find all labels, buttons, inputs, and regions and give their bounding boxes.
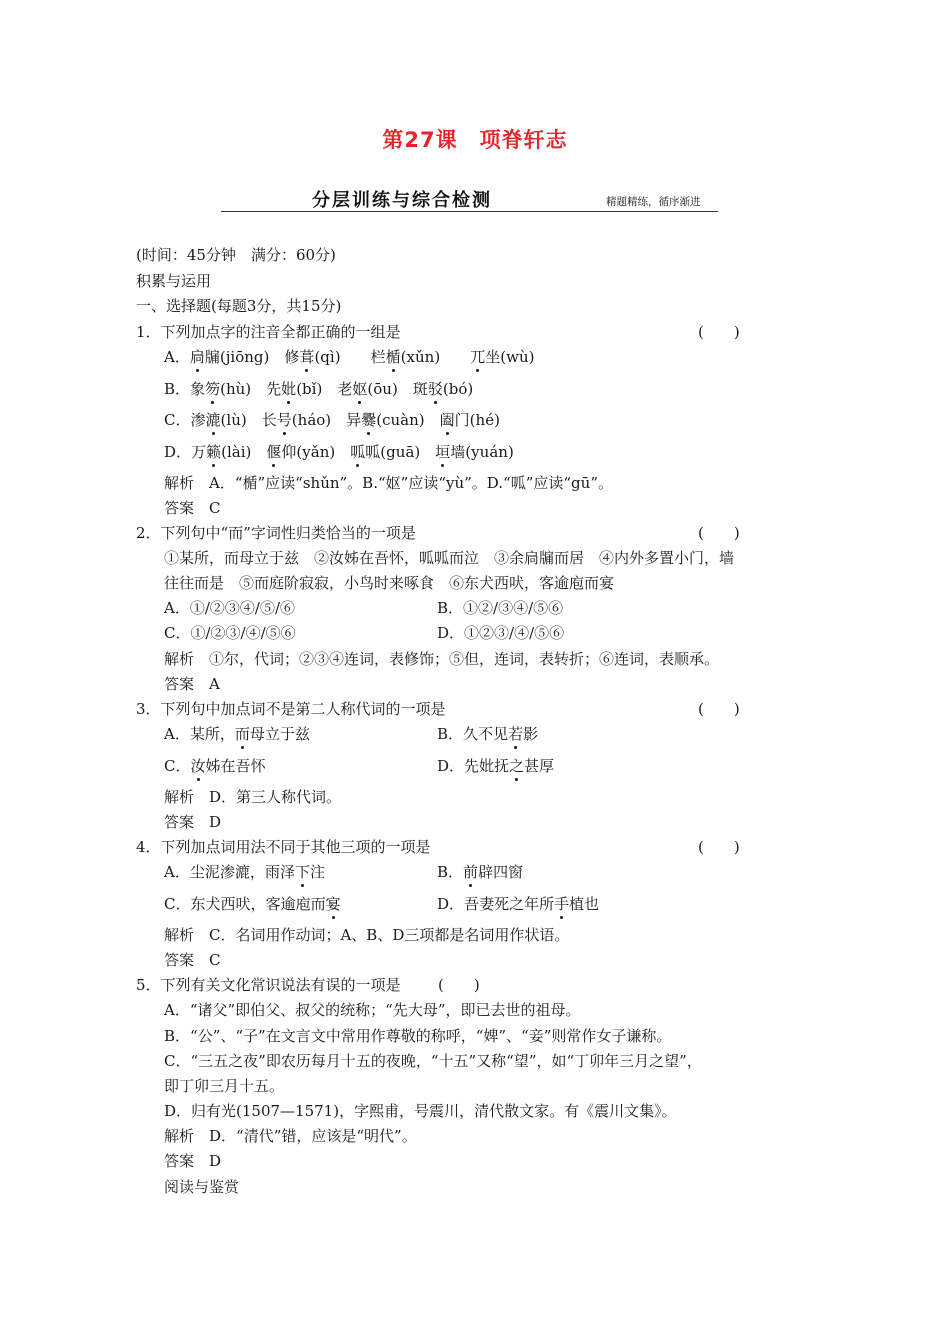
q4-option-c: C．东犬西吠，客逾庖而宴 [164,895,341,913]
emphasis-dot-char: 若 [508,725,524,743]
q4-analysis: 解析 C．名词用作动词；A、B、D三项都是名词用作状语。 [164,926,570,944]
q4-option-d: D．吾妻死之年所手植也 [437,895,600,913]
emphasis-dot-char: 而 [234,725,250,743]
q3-option-d: D．先妣抚之甚厚 [437,757,555,775]
emphasis-dot-char: 葺 [299,348,315,366]
part1-heading: 积累与运用 [136,272,212,290]
q5-option-a: A．“诸父”即伯父、叔父的统称；“先大母”，即已去世的祖母。 [164,1001,581,1019]
q3-answer-blank: ( ) [698,700,740,718]
q1-option-a: A．扃牖(jiōng) 修葺(qì) 栏楯(xǔn) 兀坐(wù) [164,348,535,366]
q3-analysis: 解析 D．第三人称代词。 [164,788,342,806]
q2-option-c: C．①/②③/④/⑤⑥ [164,624,296,642]
emphasis-dot-char: 宴 [325,895,341,913]
q3-stem: 3．下列句中加点词不是第二人称代词的一项是 [136,700,446,718]
q1-analysis: 解析 A．“楯”应读“shǔn”。B.“妪”应读“yù”。D.“呱”应读“gū”。 [164,474,613,492]
emphasis-dot-char: 手 [554,895,570,913]
q5-analysis: 解析 D．“清代”错，应该是“明代”。 [164,1127,417,1145]
q3-answer: 答案 D [164,813,222,831]
emphasis-dot-char: 汝 [190,757,206,775]
emphasis-dot-char: 下 [294,863,310,881]
q2-analysis: 解析 ①尔，代词；②③④连词，表修饰；⑤但，连词，表转折；⑥连词，表顺承。 [164,650,720,668]
q2-answer: 答案 A [164,675,220,693]
emphasis-dot-char: 妣 [281,380,297,398]
q4-answer-blank: ( ) [698,838,740,856]
emphasis-dot-char: 呱 [350,443,366,461]
part2-heading: 阅读与鉴赏 [164,1178,240,1196]
q5-answer: 答案 D [164,1152,222,1170]
q5-option-c-line1: C．“三五之夜”即农历每月十五的夜晚，“十五”又称“望”，如“丁卯年三月之望”， [164,1052,702,1070]
emphasis-dot-char: 籁 [206,443,222,461]
emphasis-dot-char: 楯 [385,348,401,366]
emphasis-dot-char: 扃 [189,348,205,366]
q3-option-b: B．久不见若影 [437,725,539,743]
section-banner: 分层训练与综合检测 [312,190,492,211]
q4-answer: 答案 C [164,951,221,969]
q4-option-b: B．前辟四窗 [437,863,524,881]
q2-option-b: B．①②/③④/⑤⑥ [437,599,564,617]
tagline: 精题精练，循序渐进 [606,196,701,208]
q5-option-d: D．归有光(1507—1571)，字熙甫，号震川，清代散文家。有《震川文集》。 [164,1102,677,1120]
emphasis-dot-char: 前 [463,863,479,881]
q3-option-c: C．汝姊在吾怀 [164,757,266,775]
q1-answer-blank: ( ) [698,323,740,341]
q4-option-a: A．尘泥渗漉，雨泽下注 [164,863,325,881]
q1-option-d: D．万籁(lài) 偃仰(yǎn) 呱呱(guā) 垣墙(yuán) [164,443,514,461]
q2-answer-blank: ( ) [698,524,740,542]
emphasis-dot-char: 之 [509,757,525,775]
emphasis-dot-char: 妪 [352,380,368,398]
q1-option-c: C．渗漉(lù) 长号(háo) 异爨(cuàn) 阖门(hé) [164,411,500,429]
q5-answer-blank: ( ) [438,976,480,994]
emphasis-dot-char: 偃 [266,443,282,461]
q2-option-a: A．①/②③④/⑤/⑥ [164,599,295,617]
lesson-title: 第27课 项脊轩志 [382,128,568,152]
q2-option-d: D．①②③/④/⑤⑥ [437,624,565,642]
q5-option-c-line2: 即丁卯三月十五。 [164,1077,285,1095]
emphasis-dot-char: 驳 [427,380,443,398]
emphasis-dot-char: 号 [276,411,292,429]
q3-option-a: A．某所，而母立于兹 [164,725,310,743]
q1-answer: 答案 C [164,499,221,517]
emphasis-dot-char: 笏 [205,380,221,398]
q5-stem: 5．下列有关文化常识说法有误的一项是 [136,976,401,994]
emphasis-dot-char: 爨 [361,411,377,429]
time-score-meta: (时间：45分钟 满分：60分) [136,246,336,264]
emphasis-dot-char: 兀 [470,348,486,366]
emphasis-dot-char: 阖 [439,411,455,429]
q2-stem: 2．下列句中“而”字词性归类恰当的一项是 [136,524,416,542]
q4-stem: 4．下列加点词用法不同于其他三项的一项是 [136,838,431,856]
emphasis-dot-char: 垣 [435,443,451,461]
emphasis-dot-char: 漉 [205,411,221,429]
q2-sentences-line2: 往往而是 ⑤而庭阶寂寂，小鸟时来啄食 ⑥东犬西吠，客逾庖而宴 [164,574,615,592]
q1-option-b: B．象笏(hù) 先妣(bǐ) 老妪(ōu) 斑驳(bó) [164,380,474,398]
header-rule [221,211,718,212]
q2-sentences-line1: ①某所，而母立于兹 ②汝姊在吾怀，呱呱而泣 ③余扃牖而居 ④内外多置小门，墙 [164,549,735,567]
q1-stem: 1．下列加点字的注音全都正确的一组是 [136,323,401,341]
q5-option-b: B．“公”、“子”在文言文中常用作尊敬的称呼，“婢”、“妾”则常作女子谦称。 [164,1027,672,1045]
section1-heading: 一、选择题(每题3分，共15分) [136,297,342,315]
